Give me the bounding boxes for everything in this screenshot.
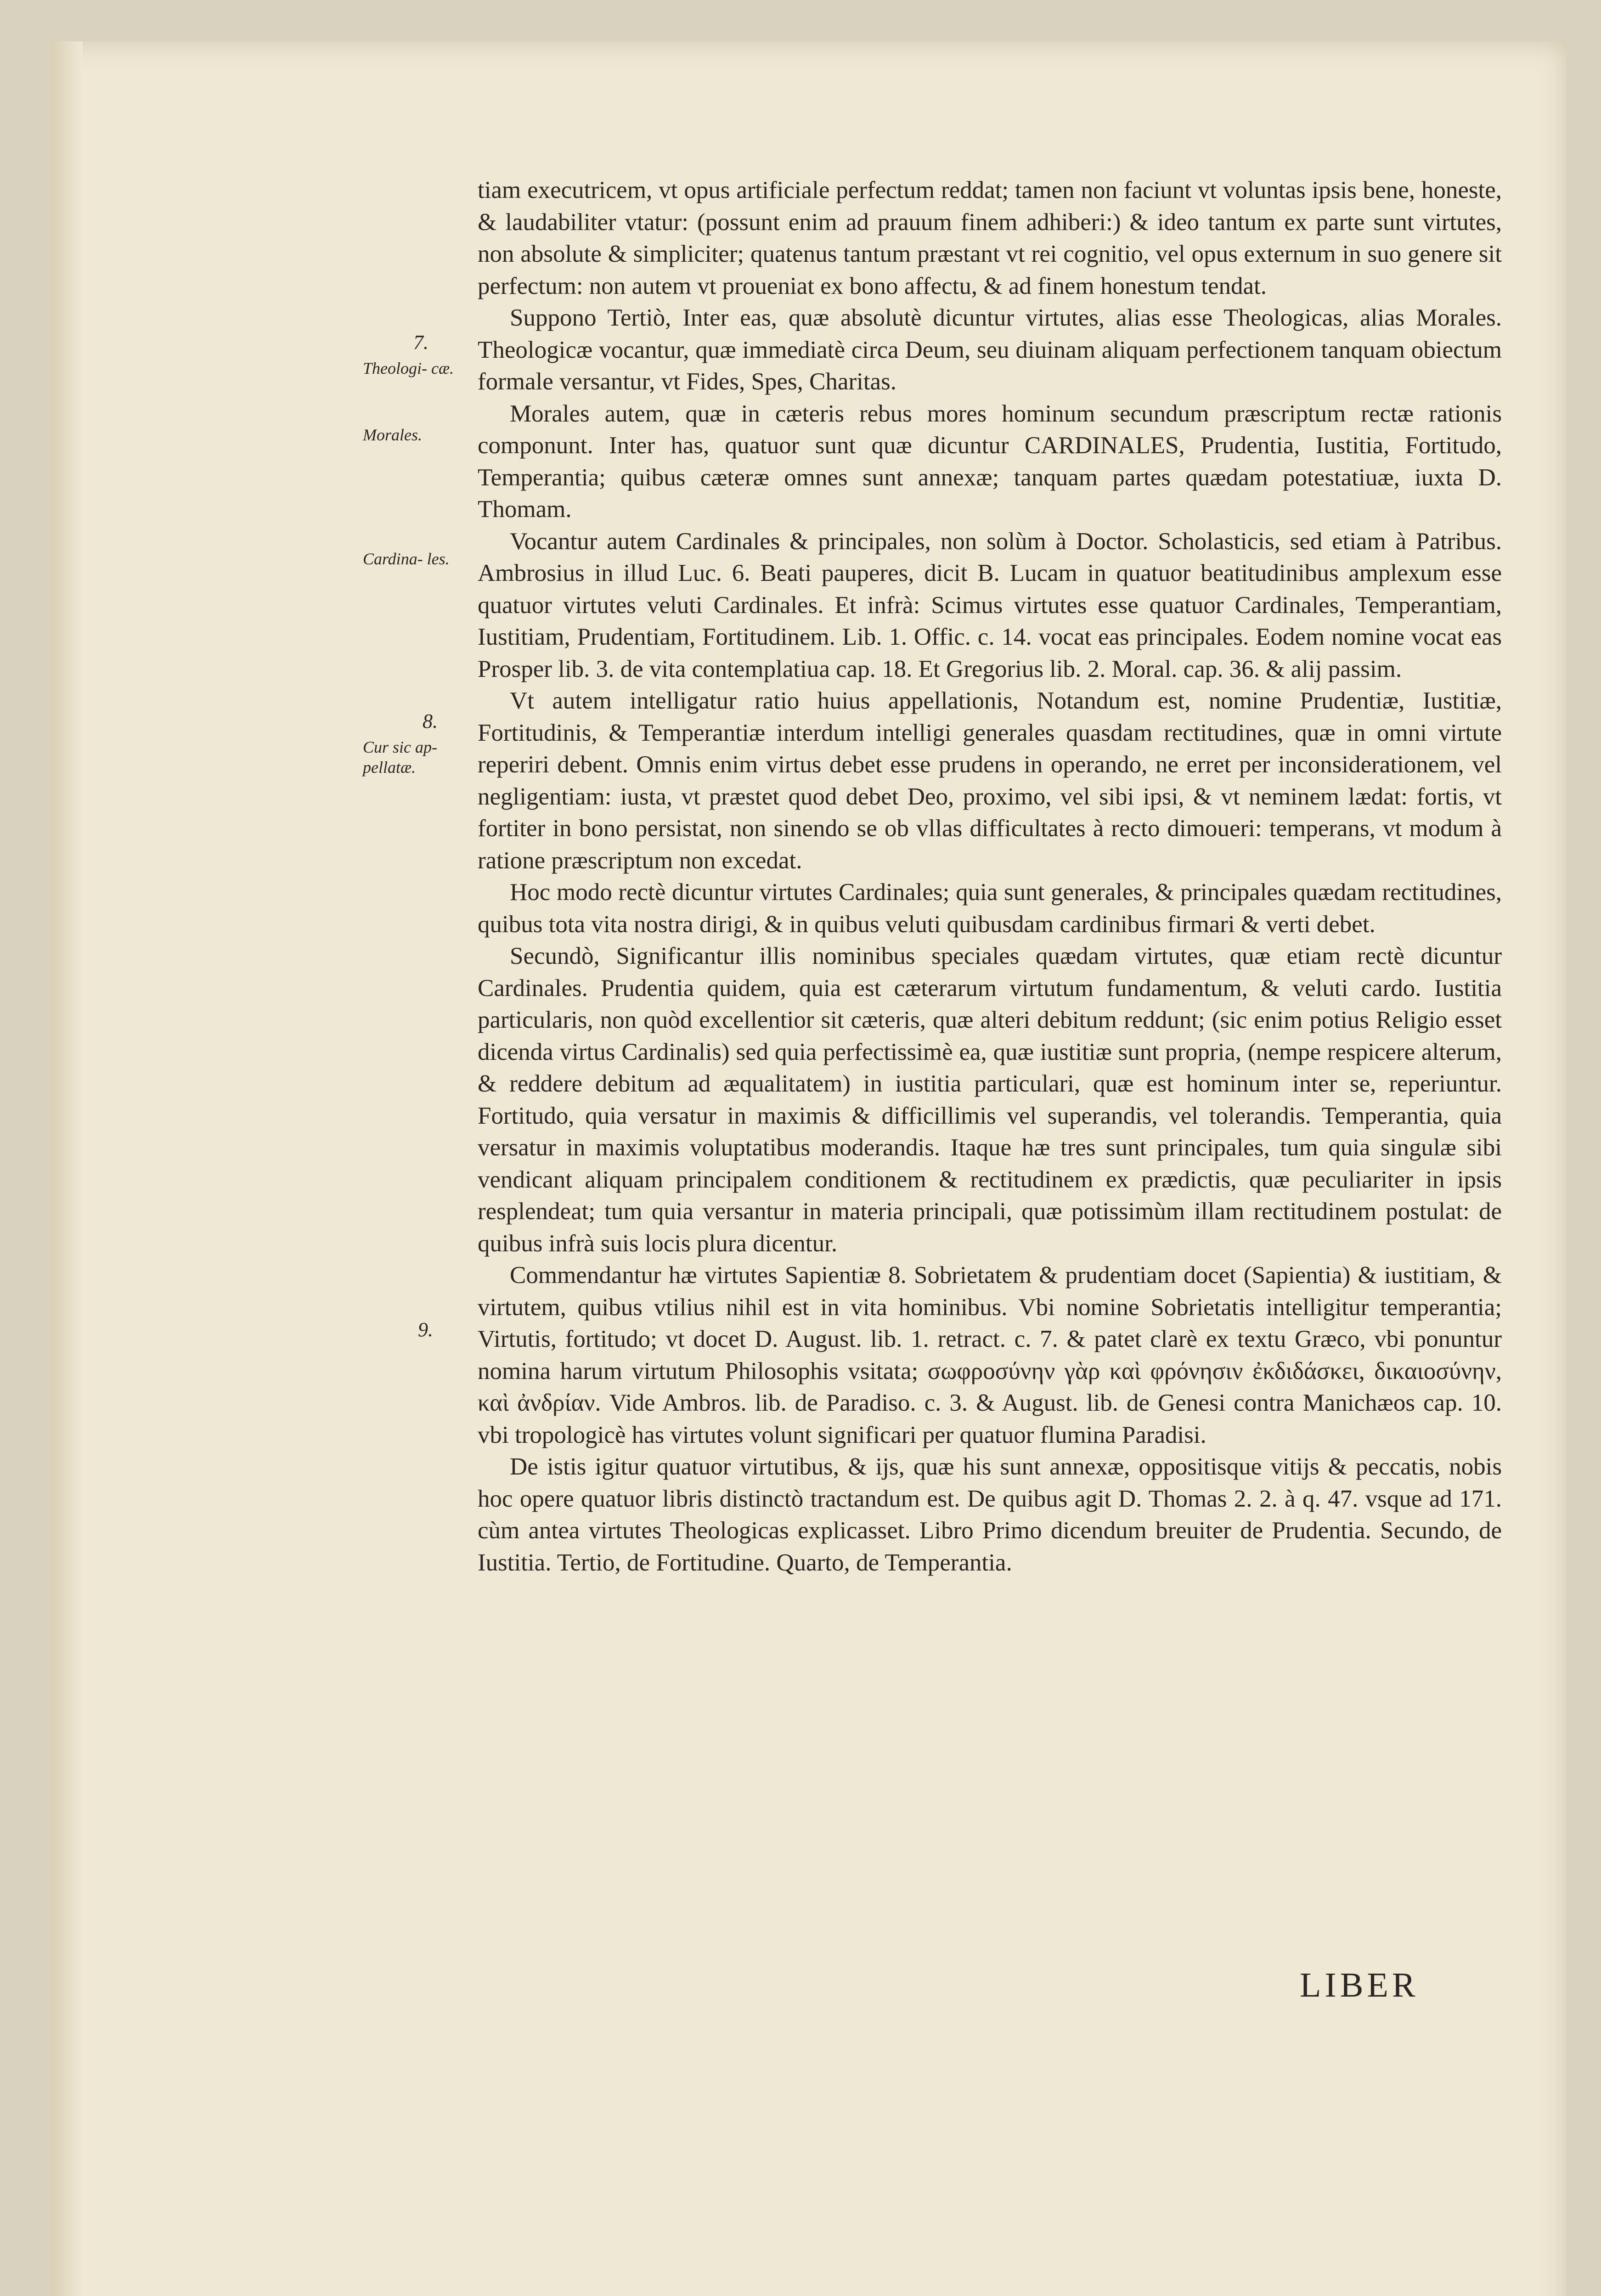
page-binding-edge	[51, 41, 83, 2296]
margin-note-cardinales: Cardina- les.	[363, 550, 450, 568]
paragraph-7: Commendantur hæ virtutes Sapientiæ 8. Sobrietatem & prudentiam docet (Sapientia) & iustitiam, & virtutem, quibus vtilius nihil est in vita hominibus. Vbi nomine Sobrietatis intelligitur temperantia; Virtutis, fortitudo; vt docet D. August. lib. 1. retract. c. 7. & patet clarè ex textu Græco, vbi ponuntur nomina harum virtutum Philosophis vsitata; σωφροσύνην γὰρ καὶ φρόνησιν ἐκδιδάσκει, δικαιοσύνην, καὶ ἀνδρίαν. Vide Ambros. lib. de Paradiso. c. 3. & August. lib. de Genesi contra Manichæos cap. 10. vbi tropologicè has virtutes volunt significari per quatuor flumina Paradisi.	[478, 1262, 1502, 1448]
paragraph-8: De istis igitur quatuor virtutibus, & ijs, quæ his sunt annexæ, oppositisque vitijs & peccatis, nobis hoc opere quatuor libris distinctò tractandum est. De quibus agit D. Thomas 2. 2. à q. 47. vsque ad 171. cùm antea virtutes Theologicas explicasset. Libro Primo dicendum breuiter de Prudentia. Secundo, de Iustitia. Tertio, de Fortitudine. Quarto, de Temperantia.	[478, 1453, 1502, 1576]
margin-number-9: 9.	[418, 1318, 433, 1341]
main-text	[478, 174, 1502, 1579]
margin-note-cur-sic-appellatae: Cur sic ap- pellatæ.	[363, 738, 437, 777]
paragraph-4: Vt autem intelligatur ratio huius appellationis, Notandum est, nomine Prudentiæ, Iustitiæ, Fortitudinis, & Temperantiæ interdum intelligi generales quasdam rectitudines, quæ in omni virtute reperiri debent. Omnis enim virtus debet esse prudens in operando, ne erret per inconsiderationem, vel negligentiam: iusta, vt præstet quod debet Deo, proximo, vel sibi ipsi, & vt neminem lædat: fortis, vt fortiter in bono persistat, non sinendo se ob vllas difficultates à recto dimoueri: temperans, vt modum à ratione præscriptum non excedat.	[478, 687, 1502, 874]
margin-number-7: 7.	[413, 331, 428, 354]
margin-note-morales: Morales.	[363, 426, 422, 444]
paragraph-3: Vocantur autem Cardinales & principales, non solùm à Doctor. Scholasticis, sed etiam à Patribus. Ambrosius in illud Luc. 6. Beati pauperes, dicit B. Lucam in quatuor beatitudinibus amplexum esse quatuor virtutes veluti Cardinales. Et infrà: Scimus virtutes esse quatuor Cardinales, Temperantiam, Iustitiam, Prudentiam, Fortitudinem. Lib. 1. Offic. c. 14. vocat eas principales. Eodem nomine vocat eas Prosper lib. 3. de vita contemplatiua cap. 18. Et Gregorius lib. 2. Moral. cap. 36. & alij passim.	[478, 528, 1502, 682]
margin-number-8: 8.	[423, 710, 438, 732]
paragraph-0: tiam executricem, vt opus artificiale perfectum reddat; tamen non faciunt vt voluntas ipsis bene, honeste, & laudabiliter vtatur: (possunt enim ad prauum finem adhiberi:) & ideo tantum ex parte sunt virtutes, non absolute & simpliciter; quatenus tantum præstant vt rei cognitio, vel opus externum in suo genere sit perfectum: non autem vt proueniat ex bono affectu, & ad finem honestum tendat.	[478, 177, 1502, 299]
paragraph-1: Suppono Tertiò, Inter eas, quæ absolutè dicuntur virtutes, alias esse Theologicas, alias Morales. Theologicæ vocantur, quæ immediatè circa Deum, seu diuinam aliquam perfectionem tanquam obiectum formale versantur, vt Fides, Spes, Charitas.	[478, 304, 1502, 395]
catchword: LIBER	[1300, 1966, 1419, 2004]
paragraph-5: Hoc modo rectè dicuntur virtutes Cardinales; quia sunt generales, & principales quædam rectitudines, quibus tota vita nostra dirigi, & in quibus veluti quibusdam cardinibus firmari & verti debet.	[478, 879, 1502, 938]
margin-note-theologicae: Theologi- cæ.	[363, 359, 454, 377]
paragraph-6: Secundò, Significantur illis nominibus speciales quædam virtutes, quæ etiam rectè dicuntur Cardinales. Prudentia quidem, quia est cæterarum virtutum fundamentum, & veluti cardo. Iustitia particularis, non quòd excellentior sit cæteris, quæ alteri debitum reddunt; (sic enim potius Religio esset dicenda virtus Cardinalis) sed quia perfectissimè ea, quæ iustitiæ sunt propria, (nempe respicere alterum, & reddere debitum ad æqualitatem) in iustitia particulari, quæ est hominum inter se, reperiuntur. Fortitudo, quia versatur in maximis & difficillimis vel superandis, vel tolerandis. Temperantia, quia versatur in maximis voluptatibus moderandis. Itaque hæ tres sunt principales, tum quia singulæ sibi vendicant aliquam principalem conditionem & rectitudinem ex prædictis, quæ peculiariter in ipsis resplendeat; tum quia versantur in materia principali, quæ potissimùm illam rectitudinem postulat: de quibus infrà suis locis plura dicentur.	[478, 943, 1502, 1257]
paragraph-2: Morales autem, quæ in cæteris rebus mores hominum secundum præscriptum rectæ rationis componunt. Inter has, quatuor sunt quæ dicuntur CARDINALES, Prudentia, Iustitia, Fortitudo, Temperantia; quibus cæteræ omnes sunt annexæ; tanquam partes quædam potestatiuæ, iuxta D. Thomam.	[478, 400, 1502, 523]
